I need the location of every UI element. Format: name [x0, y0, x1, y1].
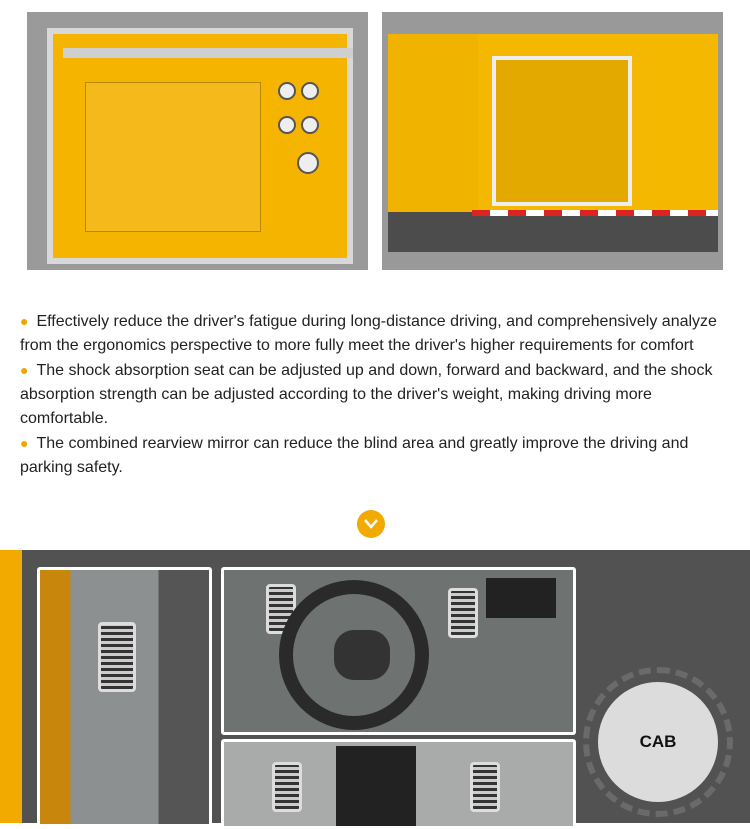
- feature-item: ● Effectively reduce the driver's fatigue during long-distance driving, and comprehensively analyze from the ergonomics perspective to more fully meet the driver's higher requirements for comfort: [20, 313, 717, 354]
- control-panel-photo: [27, 12, 368, 270]
- dashboard-photo: [221, 739, 576, 829]
- bullet-icon: ●: [20, 435, 29, 451]
- section-badge: CAB: [598, 682, 718, 802]
- truck-compartment-photo: [382, 12, 723, 270]
- accent-strip: [0, 550, 22, 823]
- cab-side-photo: [37, 567, 212, 827]
- steering-wheel-photo: [221, 567, 576, 735]
- feature-item: ● The shock absorption seat can be adjusted up and down, forward and backward, and the shock absorption strength can be adjusted according to the driver's weight, making driving more comfortable.: [20, 362, 713, 427]
- feature-list: [20, 309, 730, 480]
- bullet-icon: ●: [20, 313, 29, 329]
- bullet-icon: ●: [20, 362, 29, 378]
- chevron-down-icon[interactable]: [357, 510, 385, 538]
- feature-item: ● The combined rearview mirror can reduce the blind area and greatly improve the driving and parking safety.: [20, 435, 689, 476]
